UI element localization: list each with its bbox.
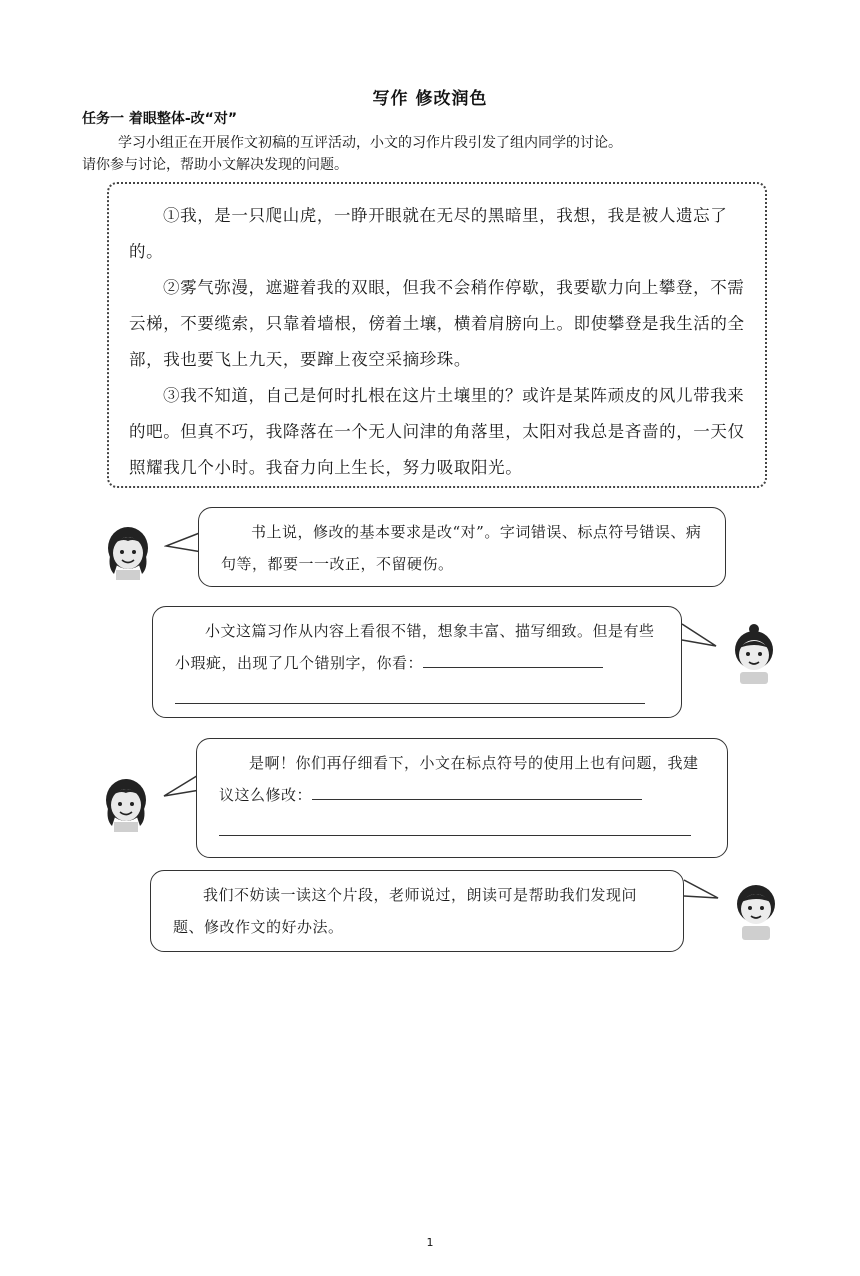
boy-avatar-icon [732,880,780,938]
answer-blank-1[interactable] [423,649,603,668]
boy-avatar-icon [730,622,778,680]
task-heading: 任务一 着眼整体-改“对” [82,111,238,127]
bubble-tail [682,878,722,904]
page-title: 写作 修改润色 [372,89,488,109]
girl-avatar-icon [102,774,150,832]
passage-paragraph-1: ①我，是一只爬山虎，一睁开眼就在无尽的黑暗里，我想，我是被人遗忘了的。 [129,206,728,261]
intro-text [82,132,782,176]
speech-text-4: 我们不妨读一读这个片段，老师说过，朗读可是帮助我们发现问题、修改作文的好办法。 [173,886,638,936]
page-number: 1 [426,1236,434,1249]
speech-bubble-3 [196,738,728,858]
bubble-tail [680,622,720,650]
answer-blank-4[interactable] [219,811,691,836]
answer-blank-3[interactable] [312,781,642,800]
passage-paragraph-3: ③我不知道，自己是何时扎根在这片土壤里的？或许是某阵顽皮的风儿带我来的吧。但真不巧，我降落在一个无人问津的角落里，太阳对我总是吝啬的，一天仅照耀我几个小时。我奋力向上生长，努力吸取阳光。 [129,386,745,477]
speech-text-3: 是啊！你们再仔细看下，小文在标点符号的使用上也有问题，我建议这么修改： [219,754,699,804]
speech-text-1: 书上说，修改的基本要求是改“对”。字词错误、标点符号错误、病句等，都要一一改正，不留硬伤。 [221,523,702,573]
answer-blank-2[interactable] [175,679,645,704]
intro-line-1: 学习小组正在开展作文初稿的互评活动，小文的习作片段引发了组内同学的讨论。 [118,135,622,151]
passage-paragraph-2: ②雾气弥漫，遮避着我的双眼，但我不会稍作停歇，我要歇力向上攀登，不需云梯，不要缆索，只靠着墙根，傍着土壤，横着肩膀向上。即使攀登是我生活的全部，我也要飞上九天，要蹿上夜空采摘珍珠。 [129,278,745,369]
intro-line-2: 请你参与讨论，帮助小文解决发现的问题。 [82,157,348,173]
passage-box [107,182,767,488]
speech-bubble-1 [198,507,726,587]
speech-bubble-4 [150,870,684,952]
speech-text-2: 小文这篇习作从内容上看很不错，想象丰富、描写细致。但是有些小瑕疵，出现了几个错别字，你看： [175,622,655,672]
girl-avatar-icon [104,522,152,580]
speech-bubble-2 [152,606,682,718]
